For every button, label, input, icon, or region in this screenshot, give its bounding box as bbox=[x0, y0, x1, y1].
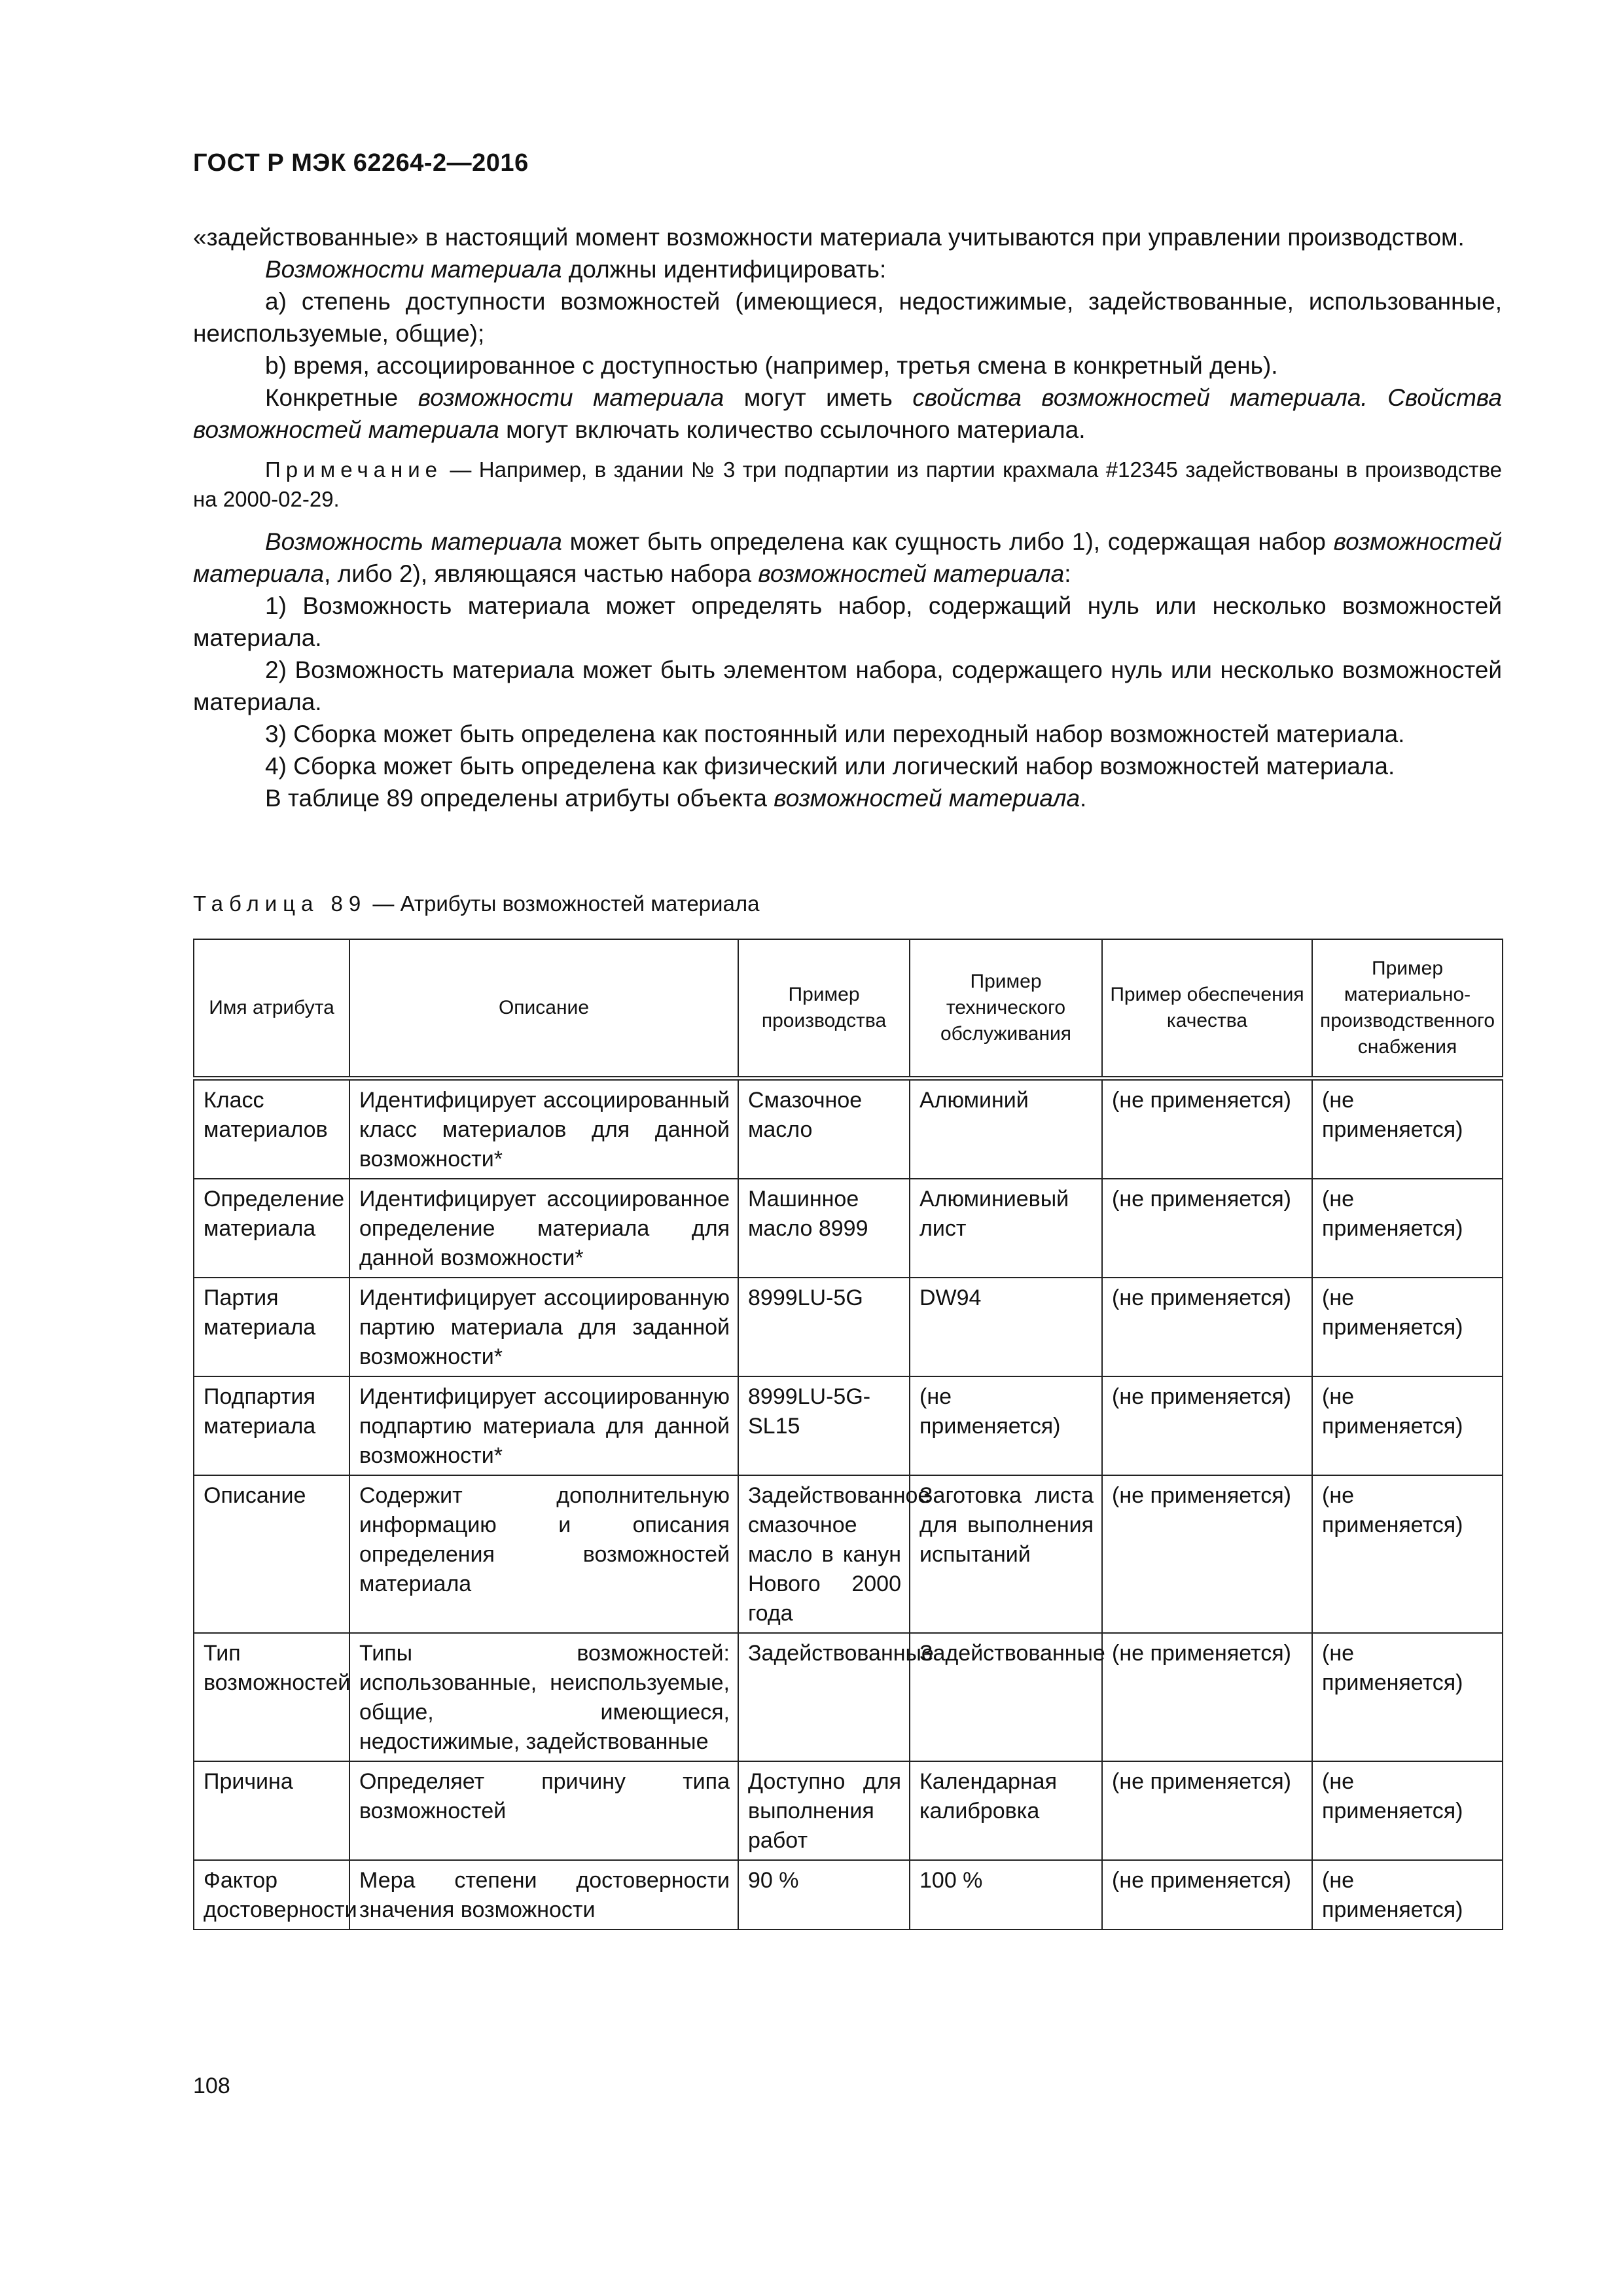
header-cell: Пример технического обслуживания bbox=[910, 939, 1102, 1079]
header-cell: Пример материально-производственного снабжения bbox=[1312, 939, 1503, 1079]
table-cell: Календарная калибровка bbox=[910, 1761, 1102, 1860]
table-cell: Заготовка листа для выполнения испытаний bbox=[910, 1475, 1102, 1633]
table-cell: Партия материала bbox=[194, 1278, 349, 1376]
table-caption bbox=[193, 891, 759, 916]
table-cell: Доступно для выполнения работ bbox=[738, 1761, 910, 1860]
paragraph-2: Возможности материала должны идентифицировать: bbox=[265, 256, 887, 283]
body-text bbox=[193, 221, 1502, 814]
table-cell: (не применяется) bbox=[1312, 1860, 1503, 1929]
table-cell: (не применяется) bbox=[1102, 1079, 1312, 1179]
table-cell: (не применяется) bbox=[1102, 1761, 1312, 1860]
table-cell: Идентифицирует ассоциированную партию материала для заданной возможности* bbox=[349, 1278, 738, 1376]
table-row bbox=[194, 1179, 1503, 1278]
table-cell: Тип возможностей bbox=[194, 1633, 349, 1761]
list-item-2: 2) Возможность материала может быть элементом набора, содержащего нуль или несколько возможностей материала. bbox=[193, 656, 1502, 715]
table-row bbox=[194, 1860, 1503, 1929]
table-cell: Смазочное масло bbox=[738, 1079, 910, 1179]
table-cell: Алюминий bbox=[910, 1079, 1102, 1179]
table-cell: (не применяется) bbox=[1102, 1179, 1312, 1278]
table-cell: (не применяется) bbox=[1312, 1278, 1503, 1376]
header-cell: Пример обеспечения качества bbox=[1102, 939, 1312, 1079]
page-number: 108 bbox=[193, 2073, 230, 2098]
table-row bbox=[194, 1278, 1503, 1376]
table-cell: Идентифицирует ассоциированное определение материала для данной возможности* bbox=[349, 1179, 738, 1278]
table-row bbox=[194, 1079, 1503, 1179]
table-header-row bbox=[194, 939, 1503, 1079]
table-caption-text: — Атрибуты возможностей материала bbox=[366, 891, 760, 916]
table-cell: Типы возможностей: использованные, неиспользуемые, общие, имеющиеся, недостижимые, задействованные bbox=[349, 1633, 738, 1761]
table-cell: Задействованные bbox=[738, 1633, 910, 1761]
table-cell: (не применяется) bbox=[1312, 1179, 1503, 1278]
list-item-4: 4) Сборка может быть определена как физический или логический набор возможностей материала. bbox=[265, 753, 1395, 780]
table-cell: Задействованные bbox=[910, 1633, 1102, 1761]
table-row bbox=[194, 1761, 1503, 1860]
table-cell: Определение материала bbox=[194, 1179, 349, 1278]
table-cell: Подпартия материала bbox=[194, 1376, 349, 1475]
table-cell: Класс материалов bbox=[194, 1079, 349, 1179]
list-item-3: 3) Сборка может быть определена как постоянный или переходный набор возможностей материала. bbox=[265, 721, 1405, 747]
table-cell: (не применяется) bbox=[1102, 1376, 1312, 1475]
table-cell: (не применяется) bbox=[1312, 1475, 1503, 1633]
page-header: ГОСТ Р МЭК 62264-2—2016 bbox=[193, 149, 529, 177]
note-text: — Например, в здании № 3 три подпартии из партии крахмала #12345 задействованы в производстве на 2000-02-29. bbox=[193, 457, 1502, 511]
table-cell: DW94 bbox=[910, 1278, 1102, 1376]
table-row bbox=[194, 1633, 1503, 1761]
header-cell: Описание bbox=[349, 939, 738, 1079]
note-label: Примечание bbox=[265, 457, 443, 482]
table-cell: (не применяется) bbox=[1312, 1079, 1503, 1179]
table-cell: (не применяется) bbox=[1312, 1761, 1503, 1860]
table-cell: Задействованное смазочное масло в канун Нового 2000 года bbox=[738, 1475, 910, 1633]
table-cell: (не применяется) bbox=[910, 1376, 1102, 1475]
table-cell: (не применяется) bbox=[1102, 1633, 1312, 1761]
table-cell: (не применяется) bbox=[1312, 1633, 1503, 1761]
paragraph-5: В таблице 89 определены атрибуты объекта возможностей материала. bbox=[265, 785, 1087, 812]
table-cell: (не применяется) bbox=[1312, 1376, 1503, 1475]
table-cell: Идентифицирует ассоциированный класс материалов для данной возможности* bbox=[349, 1079, 738, 1179]
header-cell: Пример производства bbox=[738, 939, 910, 1079]
list-item-a: a) степень доступности возможностей (имеющиеся, недостижимые, задействованные, использованные, неиспользуемые, общие); bbox=[193, 288, 1502, 347]
table-cell: Содержит дополнительную информацию и описания определения возможностей материала bbox=[349, 1475, 738, 1633]
table-cell: (не применяется) bbox=[1102, 1860, 1312, 1929]
table-cell: Причина bbox=[194, 1761, 349, 1860]
table-cell: Определяет причину типа возможностей bbox=[349, 1761, 738, 1860]
italic-term: Возможности материала bbox=[265, 256, 562, 283]
table-cell: Идентифицирует ассоциированную подпартию материала для данной возможности* bbox=[349, 1376, 738, 1475]
table-cell: (не применяется) bbox=[1102, 1475, 1312, 1633]
table-row bbox=[194, 1376, 1503, 1475]
table-cell: (не применяется) bbox=[1102, 1278, 1312, 1376]
table-cell: 100 % bbox=[910, 1860, 1102, 1929]
list-item-1: 1) Возможность материала может определять набор, содержащий нуль или несколько возможностей материала. bbox=[193, 592, 1502, 651]
note bbox=[193, 455, 1502, 514]
table-cell: Машинное масло 8999 bbox=[738, 1179, 910, 1278]
table-cell: Фактор достоверности bbox=[194, 1860, 349, 1929]
table-cell: 90 % bbox=[738, 1860, 910, 1929]
table-cell: 8999LU-5G-SL15 bbox=[738, 1376, 910, 1475]
table-row bbox=[194, 1475, 1503, 1633]
table-cell: 8999LU-5G bbox=[738, 1278, 910, 1376]
paragraph-4: Возможность материала может быть определена как сущность либо 1), содержащая набор возможностей материала, либо 2), являющаяся частью набора возможностей материала: bbox=[193, 528, 1503, 587]
table-cell: Алюминиевый лист bbox=[910, 1179, 1102, 1278]
table-cell: Описание bbox=[194, 1475, 349, 1633]
list-item-b: b) время, ассоциированное с доступностью (например, третья смена в конкретный день). bbox=[265, 352, 1278, 379]
paragraph-1: «задействованные» в настоящий момент возможности материала учитываются при управлении производством. bbox=[193, 224, 1465, 251]
table-caption-label: Таблица 89 bbox=[193, 891, 367, 916]
table-cell: Мера степени достоверности значения возможности bbox=[349, 1860, 738, 1929]
paragraph-3: Конкретные возможности материала могут иметь свойства возможностей материала. Свойства возможностей материала могут включать количество ссылочного материала. bbox=[193, 384, 1502, 443]
attributes-table bbox=[193, 939, 1503, 1930]
header-cell: Имя атрибута bbox=[194, 939, 349, 1079]
